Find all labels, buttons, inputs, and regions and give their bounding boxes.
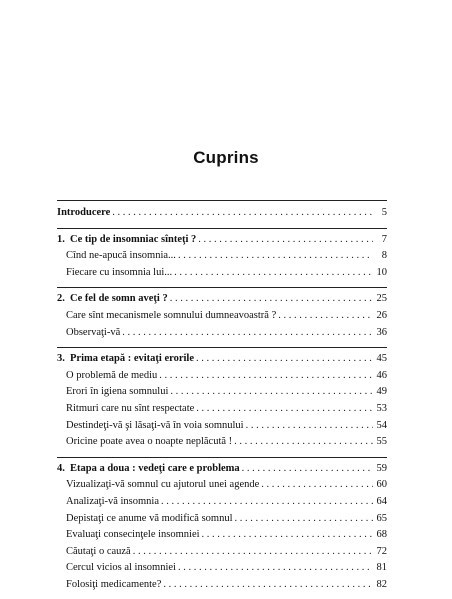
toc-entry-label: Analizaţi-vă insomnia <box>66 495 160 507</box>
toc-page-number: 26 <box>376 309 387 321</box>
toc-entry-label: Folosiţi medicamente? <box>66 578 162 590</box>
toc-entry-label: Destindeţi-vă şi lăsaţi-vă în voia somnului <box>66 419 244 431</box>
dot-leader <box>159 368 373 385</box>
toc-entry <box>57 511 387 528</box>
toc-entry-label: Oricine poate avea o noapte neplăcută ! <box>66 436 233 448</box>
dot-leader <box>163 577 373 594</box>
toc-page-number: 36 <box>376 326 387 338</box>
toc-page-number: 72 <box>376 545 387 557</box>
toc-page-number: 49 <box>376 386 387 398</box>
dot-leader <box>112 205 373 222</box>
dot-leader <box>196 401 373 418</box>
toc-entry <box>57 401 387 418</box>
toc-entry <box>57 544 387 561</box>
toc-entry <box>57 368 387 385</box>
toc-chapter-4 <box>57 458 387 599</box>
toc-chapter-number: 1. <box>57 233 65 245</box>
dot-leader <box>161 494 373 511</box>
toc-entry-label: Cercul vicios al insomniei <box>66 562 176 574</box>
dot-leader <box>178 248 373 265</box>
toc-entry-label: Ritmuri care nu sînt respectate <box>66 402 195 414</box>
toc-intro-section <box>57 202 387 228</box>
toc-entry <box>57 434 387 451</box>
dot-leader <box>198 232 373 249</box>
dot-leader <box>234 434 373 451</box>
toc-chapter-heading <box>57 461 387 478</box>
toc-entry <box>57 308 387 325</box>
toc-chapter-heading <box>57 291 387 308</box>
toc-chapter-number: 4. <box>57 462 65 474</box>
toc-page-number: 25 <box>376 293 387 305</box>
toc-page-number: 5 <box>381 207 387 218</box>
toc-page-number: 65 <box>376 512 387 524</box>
toc-entry-label: Depistaţi ce anume vă modifică somnul <box>66 512 233 524</box>
toc-page-number: 60 <box>376 479 387 491</box>
toc-page-number: 8 <box>381 250 387 262</box>
divider <box>57 200 387 201</box>
toc-chapter-label <box>57 291 168 308</box>
toc-page-number: 55 <box>376 436 387 448</box>
dot-leader <box>133 544 373 561</box>
toc-chapter-2 <box>57 288 387 347</box>
toc-chapter-title: Etapa a doua : vedeţi care e problema <box>70 462 240 474</box>
toc-entry <box>57 494 387 511</box>
toc-entry <box>57 325 387 342</box>
toc-entry <box>57 265 387 282</box>
toc-entry <box>57 418 387 435</box>
toc-entry <box>57 384 387 401</box>
toc-entry <box>57 477 387 494</box>
dot-leader <box>122 325 373 342</box>
dot-leader <box>170 291 373 308</box>
toc-page-number: 82 <box>376 578 387 590</box>
dot-leader <box>196 351 373 368</box>
toc-entry-label: Vizualizaţi-vă somnul cu ajutorul unei agende <box>66 479 260 491</box>
toc-entry <box>57 560 387 577</box>
toc-chapter-3 <box>57 348 387 457</box>
dot-leader <box>202 527 373 544</box>
toc-entry-label: Fiecare cu insomnia lui... <box>66 266 173 278</box>
dot-leader <box>261 477 373 494</box>
toc-page-number: 81 <box>376 562 387 574</box>
page-title: Cuprins <box>193 148 259 167</box>
toc-chapter-heading <box>57 232 387 249</box>
toc-entry-label: Introducere <box>57 207 111 218</box>
toc-chapter-number: 3. <box>57 353 65 365</box>
toc-page-number: 59 <box>376 462 387 474</box>
toc-chapters <box>57 228 387 599</box>
table-of-contents <box>57 200 387 599</box>
toc-chapter-label <box>57 461 240 478</box>
toc-chapter-heading <box>57 351 387 368</box>
toc-chapter-label <box>57 232 196 249</box>
toc-entry <box>57 577 387 594</box>
toc-page-number: 7 <box>381 233 387 245</box>
dot-leader <box>246 418 373 435</box>
dot-leader <box>178 560 373 577</box>
dot-leader <box>174 265 373 282</box>
toc-chapter-label <box>57 351 194 368</box>
toc-entry-label: Cînd ne-apucă insomnia... <box>66 250 176 262</box>
toc-chapter-title: Prima etapă : evitaţi erorile <box>70 353 195 365</box>
toc-page-number: 64 <box>376 495 387 507</box>
toc-chapter-title: Ce tip de insomniac sînteţi ? <box>70 233 197 245</box>
toc-entry-label: Observaţi-vă <box>66 326 121 338</box>
toc-entry-label: Erori în igiena somnului <box>66 386 169 398</box>
toc-page-number: 53 <box>376 402 387 414</box>
toc-entry-label: O problemă de mediu <box>66 369 158 381</box>
toc-entry-label: Care sînt mecanismele somnului dumneavoastră ? <box>66 309 277 321</box>
toc-page-number: 54 <box>376 419 387 431</box>
toc-page-number: 45 <box>376 353 387 365</box>
toc-chapter-title: Ce fel de somn aveţi ? <box>70 293 168 305</box>
toc-entry <box>57 248 387 265</box>
toc-entry-intro <box>57 205 387 222</box>
dot-leader <box>242 461 373 478</box>
toc-page-number: 68 <box>376 529 387 541</box>
dot-leader <box>170 384 373 401</box>
toc-entry-label: Evaluaţi consecinţele insomniei <box>66 529 200 541</box>
toc-page-number: 10 <box>376 266 387 278</box>
toc-entry-label: Căutaţi o cauză <box>66 545 131 557</box>
toc-chapter-number: 2. <box>57 293 65 305</box>
toc-page-number: 46 <box>376 369 387 381</box>
toc-entry <box>57 527 387 544</box>
dot-leader <box>235 511 374 528</box>
dot-leader <box>278 308 373 325</box>
toc-chapter-1 <box>57 229 387 288</box>
